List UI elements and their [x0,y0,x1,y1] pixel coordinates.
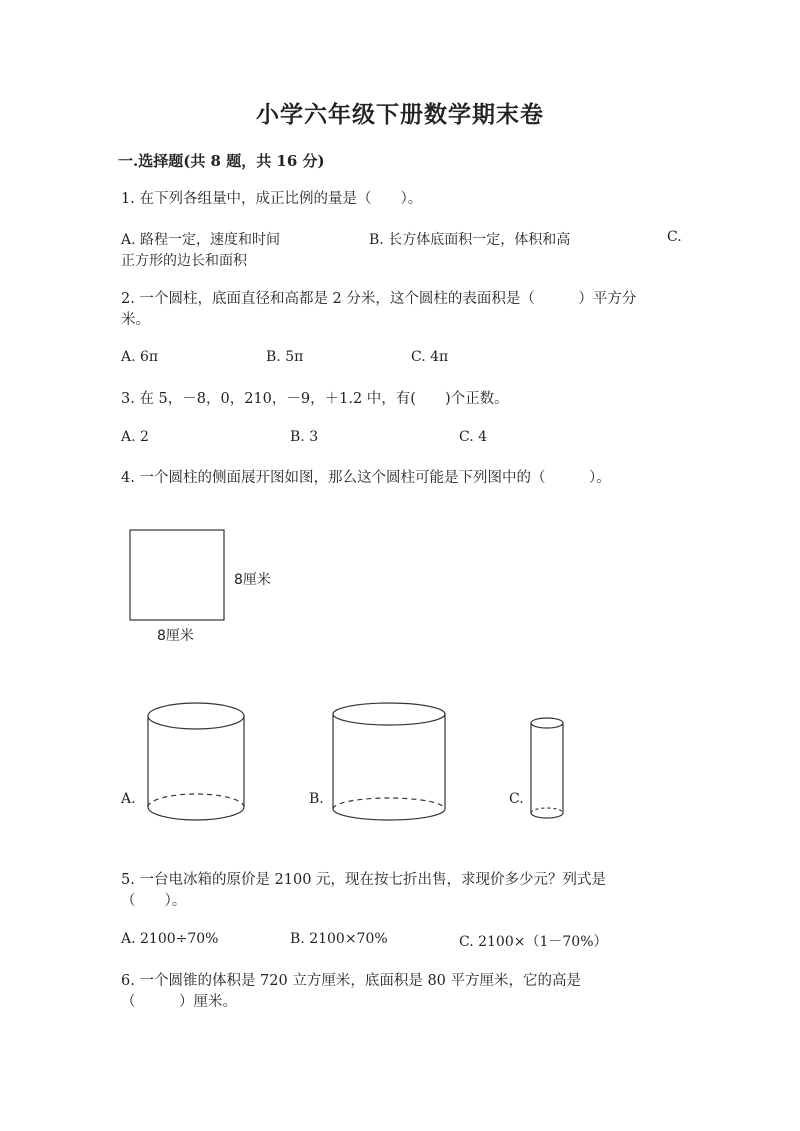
question-5-stem-line2: （ ）。 [121,893,187,909]
question-1-option-b: B. 长方体底面积一定，体积和高 [369,232,571,248]
question-2-stem-line1: 2. 一个圆柱，底面直径和高都是 2 分米，这个圆柱的表面积是（ ）平方分 [121,291,637,307]
question-3-option-a: A. 2 [121,429,149,445]
question-2-option-c: C. 4π [411,349,449,365]
cylinder-c [531,718,563,818]
section-heading: 一.选择题(共 8 题，共 16 分) [118,152,325,170]
question-3-option-b: B. 3 [290,429,319,445]
question-4-option-c: C. [509,791,524,807]
question-6-stem-line2: （ ）厘米。 [121,994,237,1010]
cylinder-b [333,703,445,820]
question-1-stem: 1. 在下列各组量中，成正比例的量是（ ）。 [121,191,423,207]
square-bottom-label: 8厘米 [157,628,194,644]
question-1-option-c-text: 正方形的边长和面积 [121,253,247,269]
question-5-option-b: B. 2100×70% [290,931,388,947]
question-5-option-c: C. 2100×（1－70%） [459,934,608,950]
question-3-option-c: C. 4 [459,429,488,445]
page-title: 小学六年级下册数学期末卷 [256,101,544,128]
cylinder-a [148,703,244,820]
question-4-option-a: A. [121,791,136,807]
question-4-stem: 4. 一个圆柱的侧面展开图如图，那么这个圆柱可能是下列图中的（ ）。 [121,470,611,486]
question-2-stem-line2: 米。 [121,312,150,328]
question-1-option-a: A. 路程一定，速度和时间 [121,232,281,248]
square-side-label: 8厘米 [234,572,271,588]
question-5-stem-line1: 5. 一台电冰箱的原价是 2100 元，现在按七折出售，求现价多少元？列式是 [121,872,607,888]
unfolded-side-square [130,530,224,620]
question-1-option-c: C. [667,229,682,245]
question-2-option-b: B. 5π [266,349,304,365]
question-3-stem: 3. 在 5，－8，0，210，－9，＋1.2 中，有( )个正数。 [121,391,509,407]
question-4-option-b: B. [309,791,324,807]
question-5-option-a: A. 2100÷70% [121,931,219,947]
question-6-stem-line1: 6. 一个圆锥的体积是 720 立方厘米，底面积是 80 平方厘米，它的高是 [121,973,582,989]
question-2-option-a: A. 6π [121,349,159,365]
